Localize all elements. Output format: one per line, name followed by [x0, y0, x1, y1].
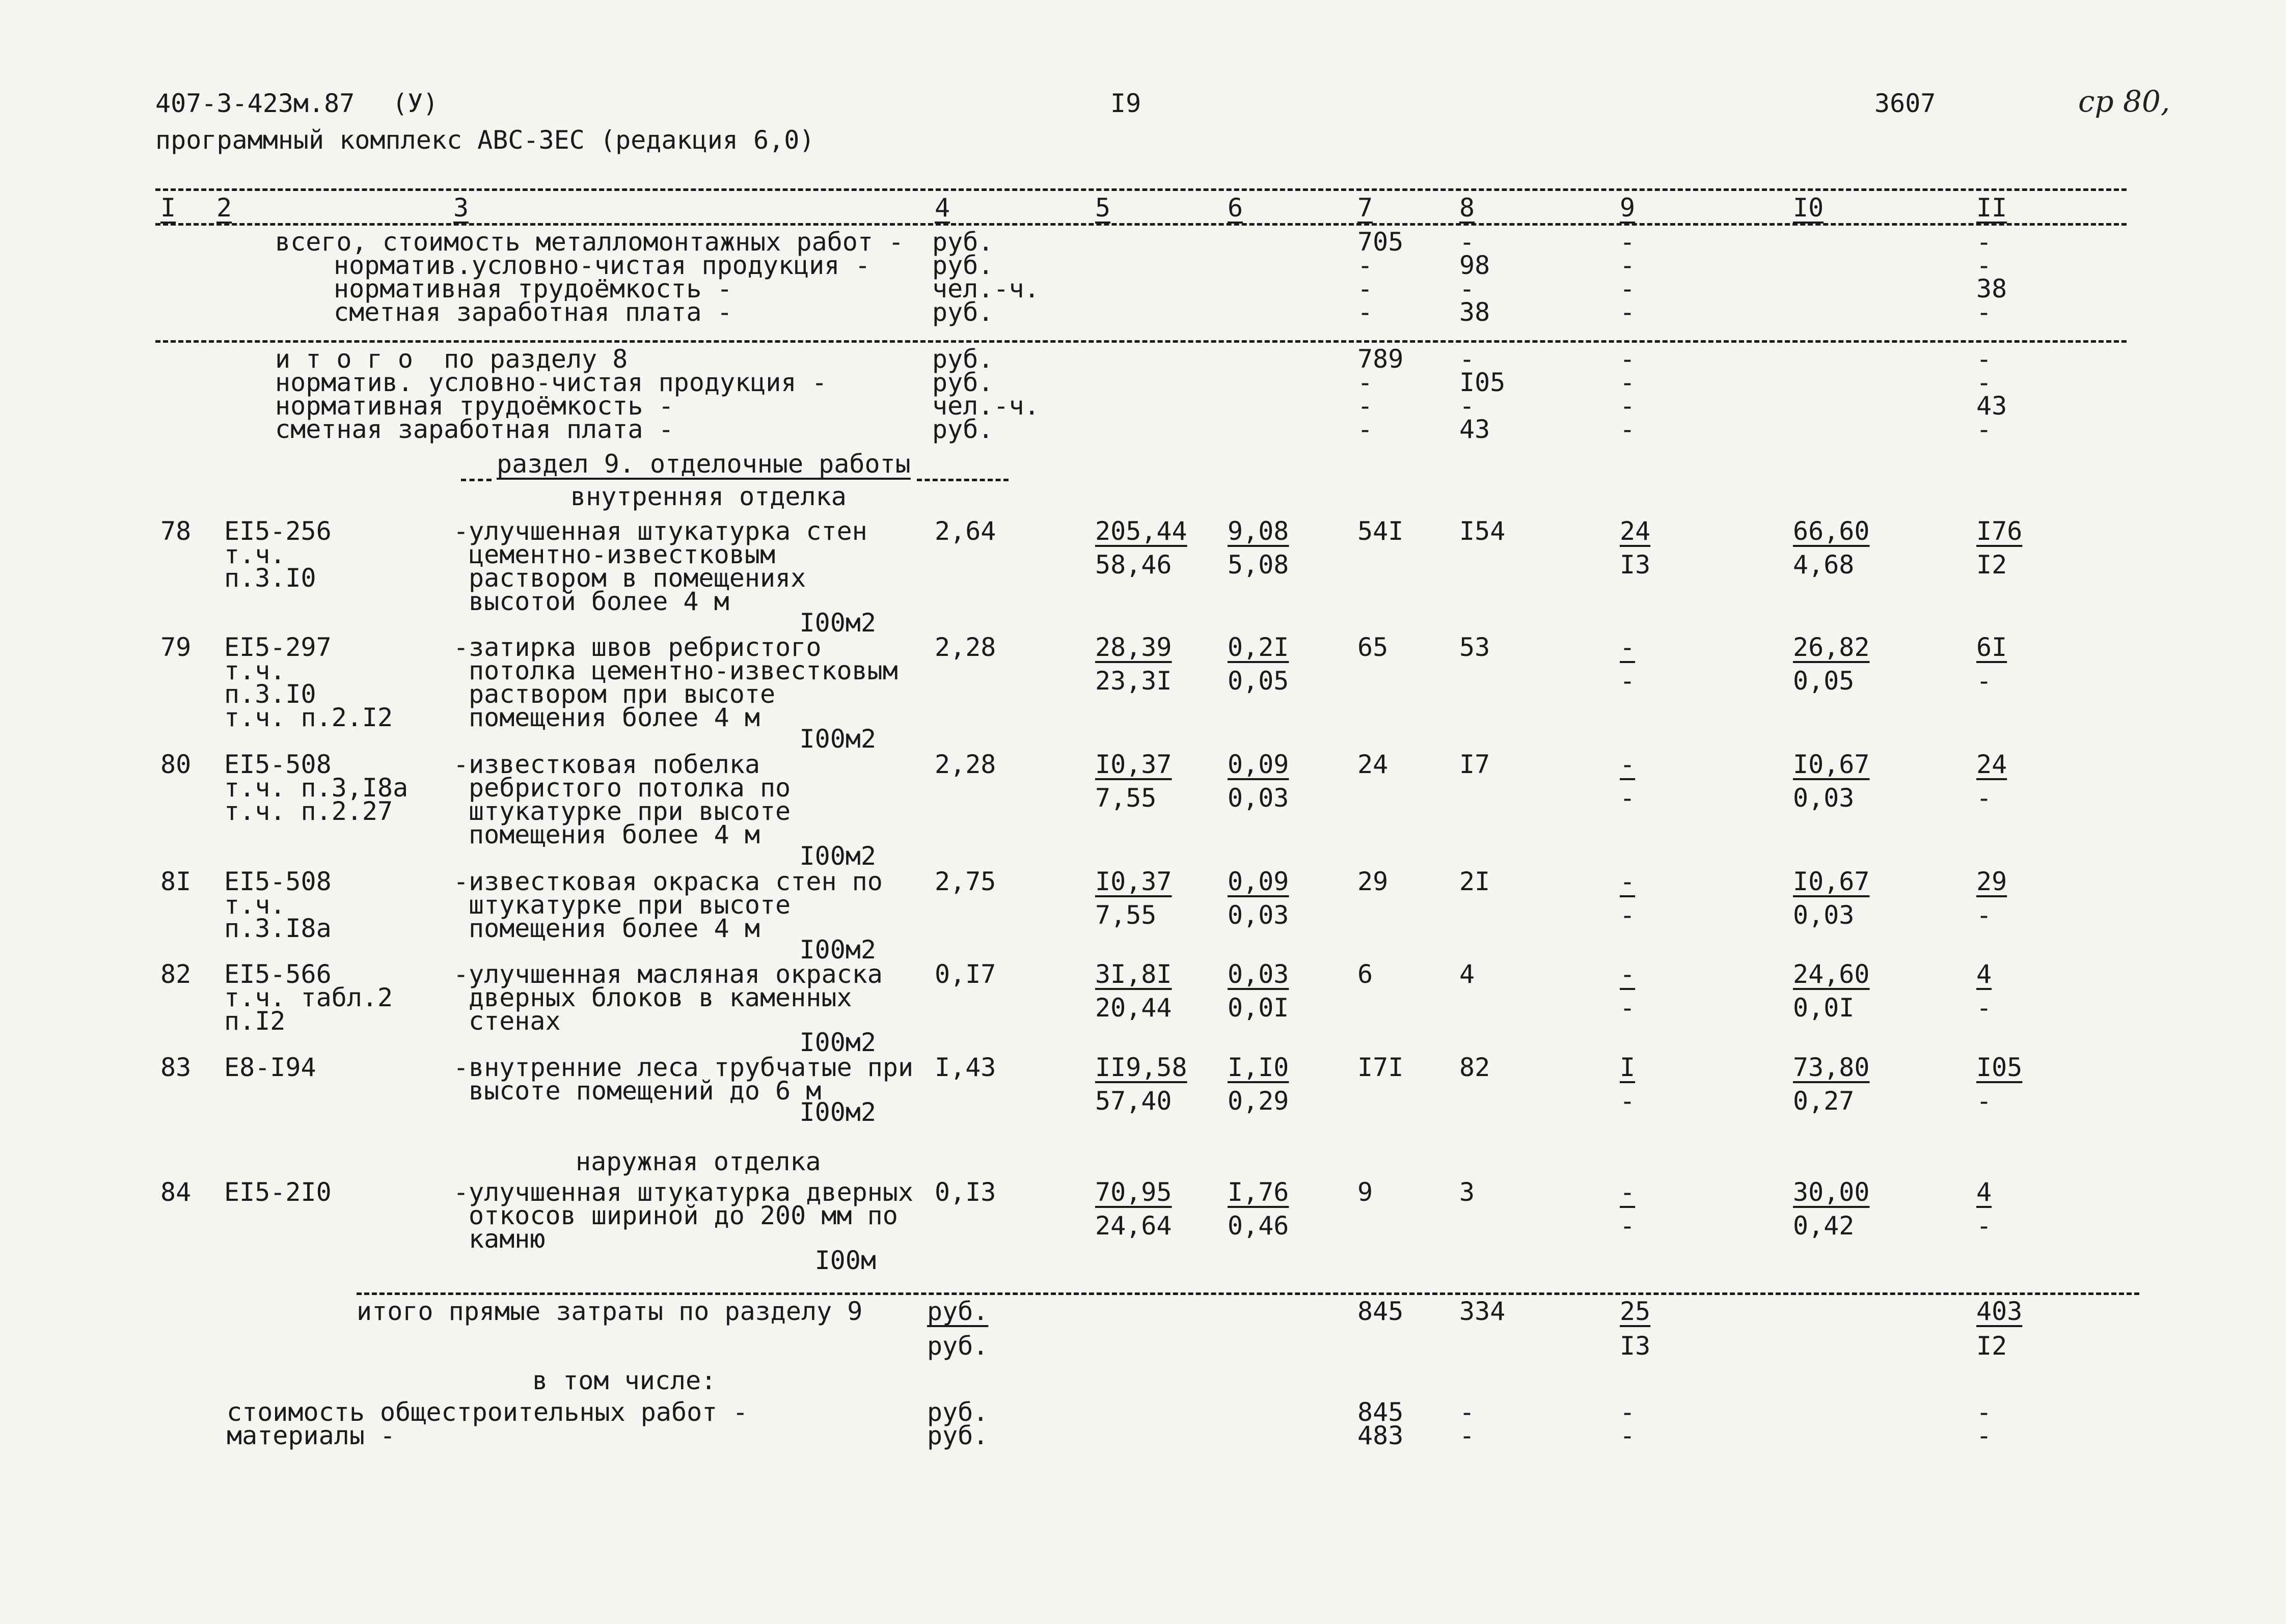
sec8-itogo-col8: - — [1459, 391, 1475, 421]
column-number: I0 — [1793, 193, 1824, 223]
variant-mark: (У) — [392, 89, 439, 118]
sec8-total-col8: 38 — [1459, 297, 1490, 327]
row-col9-top: - — [1620, 959, 1636, 989]
row-code: п.3.I8а — [224, 914, 332, 943]
row-description: высотой более 4 м — [469, 587, 729, 616]
row-machine-wage: 0,03 — [1228, 783, 1289, 813]
row-unit-cost: I0,37 — [1095, 867, 1172, 896]
section9-total-col9: I3 — [1620, 1331, 1651, 1361]
row-code: т.ч. табл.2 — [224, 983, 393, 1012]
sec8-total-col8: 98 — [1459, 251, 1490, 280]
row-col10-top: 24,60 — [1793, 959, 1870, 989]
row-unit: I00м2 — [799, 1028, 876, 1057]
row-machine-wage: 0,46 — [1228, 1211, 1289, 1241]
row-code: т.ч. — [224, 656, 286, 685]
row-code: EI5-256 — [224, 516, 332, 546]
header-rule-bottom — [155, 223, 2127, 226]
row-code: т.ч. п.2.I2 — [224, 703, 393, 732]
sec8-total-col11: - — [1976, 251, 1992, 280]
sec8-itogo-label: норматив. условно-чистая продукция - — [275, 368, 827, 397]
row-code: п.I2 — [224, 1006, 286, 1036]
sec8-total-unit: чел.-ч. — [932, 274, 1040, 304]
sec8-itogo-col11: 43 — [1976, 391, 2007, 421]
section9-total-col9: 25 — [1620, 1297, 1651, 1326]
column-number: 7 — [1357, 193, 1373, 223]
sec8-total-col7: - — [1357, 274, 1373, 304]
sec8-total-label: нормативная трудоёмкость - — [334, 274, 732, 304]
row-quantity: 2,75 — [935, 867, 996, 896]
row-col10-bottom: 0,42 — [1793, 1211, 1855, 1241]
row-unit-cost: II9,58 — [1095, 1053, 1187, 1082]
row-unit-wage: 20,44 — [1095, 993, 1172, 1023]
row-col9-bottom: - — [1620, 1211, 1636, 1241]
row-quantity: 0,I3 — [935, 1177, 996, 1207]
row-machine-cost: 0,09 — [1228, 867, 1289, 896]
row-description: потолка цементно-известковым — [469, 656, 898, 685]
row-description: -улучшенная масляная окраска — [453, 959, 883, 989]
sec8-total-col9: - — [1620, 274, 1636, 304]
column-number: 6 — [1228, 193, 1243, 223]
row-col9-bottom: - — [1620, 900, 1636, 930]
sec8-itogo-col7: - — [1357, 391, 1373, 421]
row-total-col8: 53 — [1459, 632, 1490, 662]
section8-total-rule — [155, 340, 2127, 343]
row-col10-bottom: 0,0I — [1793, 993, 1855, 1023]
row-number: 78 — [160, 516, 192, 546]
row-machine-cost: 0,2I — [1228, 632, 1289, 662]
sec8-itogo-col8: I05 — [1459, 368, 1506, 397]
sec8-total-col9: - — [1620, 297, 1636, 327]
row-col11-top: I05 — [1976, 1053, 2023, 1082]
row-col11-top: 4 — [1976, 959, 1992, 989]
row-col11-bottom: - — [1976, 1086, 1992, 1116]
row-col11-top: 29 — [1976, 867, 2007, 896]
row-unit: I00м2 — [799, 935, 876, 965]
row-col9-top: - — [1620, 1177, 1636, 1207]
row-col10-bottom: 0,03 — [1793, 900, 1855, 930]
row-code: E8-I94 — [224, 1053, 316, 1082]
section9-total-unit: руб. — [927, 1331, 989, 1361]
section9-total-col11: 403 — [1976, 1297, 2023, 1326]
sec8-itogo-col9: - — [1620, 415, 1636, 444]
document-number: 3607 — [1874, 89, 1936, 118]
row-description: раствором при высоте — [469, 679, 776, 709]
row-col10-top: 26,82 — [1793, 632, 1870, 662]
row-description: раствором в помещениях — [469, 563, 806, 593]
row-machine-wage: 0,05 — [1228, 666, 1289, 696]
sec8-itogo-col7: - — [1357, 415, 1373, 444]
section-title-lead — [461, 479, 492, 481]
including-col9: - — [1620, 1397, 1636, 1427]
row-quantity: I,43 — [935, 1053, 996, 1082]
column-number: 3 — [453, 193, 469, 223]
row-total-cost: 65 — [1357, 632, 1389, 662]
row-description: -затирка швов ребристого — [453, 632, 822, 662]
row-col10-bottom: 4,68 — [1793, 550, 1855, 580]
sec8-total-label: сметная заработная плата - — [334, 297, 732, 327]
row-code: п.3.I0 — [224, 679, 316, 709]
row-unit-cost: I0,37 — [1095, 750, 1172, 779]
including-col8: - — [1459, 1397, 1475, 1427]
section-title: раздел 9. отделочные работы — [497, 449, 911, 479]
row-col10-bottom: 0,27 — [1793, 1086, 1855, 1116]
sec8-total-col7: 705 — [1357, 227, 1404, 257]
row-unit: I00м2 — [799, 608, 876, 638]
row-total-cost: I7I — [1357, 1053, 1404, 1082]
row-description: дверных блоков в каменных — [469, 983, 852, 1012]
sec8-itogo-col7: 789 — [1357, 344, 1404, 374]
row-col10-bottom: 0,05 — [1793, 666, 1855, 696]
row-col10-top: 30,00 — [1793, 1177, 1870, 1207]
row-unit-wage: 7,55 — [1095, 783, 1157, 813]
including-col7: 845 — [1357, 1397, 1404, 1427]
section9-total-col11: I2 — [1976, 1331, 2007, 1361]
row-unit-wage: 23,3I — [1095, 666, 1172, 696]
row-col11-top: 6I — [1976, 632, 2007, 662]
row-description: -внутренние леса трубчатые при — [453, 1053, 914, 1082]
software-caption: программный комплекс АВС-ЗЕС (редакция 6,0) — [155, 125, 815, 155]
including-col11: - — [1976, 1421, 1992, 1450]
row-code: п.3.I0 — [224, 563, 316, 593]
row-description: откосов шириной до 200 мм по — [469, 1201, 898, 1230]
row-unit: I00м2 — [799, 1097, 876, 1127]
row-total-cost: 6 — [1357, 959, 1373, 989]
sec8-itogo-unit: чел.-ч. — [932, 391, 1040, 421]
row-code: т.ч. п.2.27 — [224, 796, 393, 826]
section9-total-col8: 334 — [1459, 1297, 1506, 1326]
row-description: помещения более 4 м — [469, 703, 760, 732]
row-total-col8: 3 — [1459, 1177, 1475, 1207]
row-description: штукатурке при высоте — [469, 796, 791, 826]
row-col9-top: I — [1620, 1053, 1636, 1082]
including-label: в том числе: — [532, 1366, 717, 1395]
sec8-total-col7: - — [1357, 251, 1373, 280]
row-unit-cost: 28,39 — [1095, 632, 1172, 662]
row-unit-cost: 3I,8I — [1095, 959, 1172, 989]
row-col11-top: 24 — [1976, 750, 2007, 779]
row-unit: I00м2 — [799, 841, 876, 871]
sec8-itogo-col7: - — [1357, 368, 1373, 397]
row-unit: I00м2 — [799, 724, 876, 754]
row-machine-cost: I,76 — [1228, 1177, 1289, 1207]
row-unit-wage: 7,55 — [1095, 900, 1157, 930]
subsection-inner-title: внутренняя отделка — [570, 482, 847, 511]
sec8-total-label: всего, стоимость металломонтажных работ - — [275, 227, 904, 257]
row-code: т.ч. п.3,I8а — [224, 773, 409, 803]
row-quantity: 2,28 — [935, 632, 996, 662]
sec8-total-col9: - — [1620, 251, 1636, 280]
row-description: -улучшенная штукатурка стен — [453, 516, 867, 546]
row-machine-cost: 0,09 — [1228, 750, 1289, 779]
sec8-total-label: норматив.условно-чистая продукция - — [334, 251, 870, 280]
row-unit-cost: 205,44 — [1095, 516, 1187, 546]
row-number: 84 — [160, 1177, 192, 1207]
row-code: т.ч. — [224, 540, 286, 569]
row-description: помещения более 4 м — [469, 914, 760, 943]
row-col11-bottom: - — [1976, 666, 1992, 696]
page-number: I9 — [1110, 89, 1141, 118]
row-total-cost: 24 — [1357, 750, 1389, 779]
row-col11-bottom: I2 — [1976, 550, 2007, 580]
row-unit: I00м — [814, 1246, 876, 1275]
document-code: 407-3-423м.87 — [155, 89, 355, 118]
row-col11-top: I76 — [1976, 516, 2023, 546]
row-code: EI5-2I0 — [224, 1177, 332, 1207]
row-code: EI5-508 — [224, 867, 332, 896]
subsection-outer-title: наружная отделка — [576, 1147, 821, 1176]
header-rule-top — [155, 188, 2127, 191]
row-description: цементно-известковым — [469, 540, 776, 569]
including-unit: руб. — [927, 1397, 989, 1427]
sec8-total-col11: - — [1976, 297, 1992, 327]
row-col9-top: - — [1620, 867, 1636, 896]
row-quantity: 2,28 — [935, 750, 996, 779]
sec8-itogo-col11: - — [1976, 368, 1992, 397]
row-machine-cost: 9,08 — [1228, 516, 1289, 546]
row-machine-cost: 0,03 — [1228, 959, 1289, 989]
row-total-cost: 29 — [1357, 867, 1389, 896]
sec8-total-col9: - — [1620, 227, 1636, 257]
row-quantity: 2,64 — [935, 516, 996, 546]
row-unit-wage: 58,46 — [1095, 550, 1172, 580]
row-number: 8I — [160, 867, 192, 896]
including-unit: руб. — [927, 1421, 989, 1450]
column-number: II — [1976, 193, 2007, 223]
sec8-total-unit: руб. — [932, 227, 994, 257]
sec8-total-col11: 38 — [1976, 274, 2007, 304]
row-code: EI5-508 — [224, 750, 332, 779]
row-col9-bottom: - — [1620, 666, 1636, 696]
handwritten-note: ср 80, — [2078, 84, 2170, 119]
row-col11-bottom: - — [1976, 900, 1992, 930]
column-number: I — [160, 193, 176, 223]
sec8-total-col11: - — [1976, 227, 1992, 257]
row-col9-bottom: - — [1620, 1086, 1636, 1116]
sec8-itogo-col8: - — [1459, 344, 1475, 374]
row-total-col8: I7 — [1459, 750, 1490, 779]
column-number: 9 — [1620, 193, 1636, 223]
row-number: 82 — [160, 959, 192, 989]
sec8-itogo-col9: - — [1620, 368, 1636, 397]
row-machine-wage: 0,03 — [1228, 900, 1289, 930]
row-description: высоте помещений до 6 м — [469, 1076, 822, 1106]
column-number: 8 — [1459, 193, 1475, 223]
including-col11: - — [1976, 1397, 1992, 1427]
row-total-col8: 4 — [1459, 959, 1475, 989]
row-unit-wage: 57,40 — [1095, 1086, 1172, 1116]
row-quantity: 0,I7 — [935, 959, 996, 989]
sec8-total-col8: - — [1459, 227, 1475, 257]
sec8-itogo-col11: - — [1976, 415, 1992, 444]
including-col7: 483 — [1357, 1421, 1404, 1450]
row-number: 79 — [160, 632, 192, 662]
row-description: камню — [469, 1224, 546, 1254]
row-total-cost: 9 — [1357, 1177, 1373, 1207]
sec8-itogo-label: нормативная трудоёмкость - — [275, 391, 674, 421]
row-col9-top: - — [1620, 632, 1636, 662]
row-number: 80 — [160, 750, 192, 779]
row-col11-top: 4 — [1976, 1177, 1992, 1207]
row-code: EI5-297 — [224, 632, 332, 662]
section9-total-rule — [357, 1292, 2139, 1295]
sec8-total-unit: руб. — [932, 251, 994, 280]
sec8-itogo-label: и т о г о по разделу 8 — [275, 344, 628, 374]
row-col11-bottom: - — [1976, 783, 1992, 813]
sec8-itogo-col11: - — [1976, 344, 1992, 374]
section-title-trail — [917, 479, 1009, 481]
row-machine-wage: 0,0I — [1228, 993, 1289, 1023]
row-total-cost: 54I — [1357, 516, 1404, 546]
row-col9-bottom: - — [1620, 993, 1636, 1023]
section9-total-col7: 845 — [1357, 1297, 1404, 1326]
sec8-itogo-col8: 43 — [1459, 415, 1490, 444]
row-col10-top: I0,67 — [1793, 867, 1870, 896]
including-col9: - — [1620, 1421, 1636, 1450]
row-total-col8: 2I — [1459, 867, 1490, 896]
column-number: 5 — [1095, 193, 1111, 223]
section9-total-unit: руб. — [927, 1297, 989, 1326]
section9-total-label: итого прямые затраты по разделу 9 — [357, 1297, 863, 1326]
sec8-total-unit: руб. — [932, 297, 994, 327]
sec8-itogo-label: сметная заработная плата - — [275, 415, 674, 444]
row-col9-top: - — [1620, 750, 1636, 779]
row-number: 83 — [160, 1053, 192, 1082]
row-col10-top: 73,80 — [1793, 1053, 1870, 1082]
sec8-itogo-col9: - — [1620, 391, 1636, 421]
row-description: -улучшенная штукатурка дверных — [453, 1177, 914, 1207]
sec8-itogo-unit: руб. — [932, 415, 994, 444]
including-line: материалы - — [227, 1421, 396, 1450]
row-col9-top: 24 — [1620, 516, 1651, 546]
row-description: -известковая окраска стен по — [453, 867, 883, 896]
row-col9-bottom: I3 — [1620, 550, 1651, 580]
row-col11-bottom: - — [1976, 993, 1992, 1023]
including-col8: - — [1459, 1421, 1475, 1450]
row-col10-bottom: 0,03 — [1793, 783, 1855, 813]
row-description: штукатурке при высоте — [469, 890, 791, 920]
row-description: помещения более 4 м — [469, 820, 760, 849]
sec8-itogo-col9: - — [1620, 344, 1636, 374]
row-description: -известковая побелка — [453, 750, 760, 779]
sec8-itogo-unit: руб. — [932, 368, 994, 397]
row-unit-wage: 24,64 — [1095, 1211, 1172, 1241]
row-total-col8: I54 — [1459, 516, 1506, 546]
row-description: стенах — [469, 1006, 561, 1036]
row-unit-cost: 70,95 — [1095, 1177, 1172, 1207]
row-machine-wage: 5,08 — [1228, 550, 1289, 580]
row-code: EI5-566 — [224, 959, 332, 989]
row-col10-top: I0,67 — [1793, 750, 1870, 779]
row-machine-wage: 0,29 — [1228, 1086, 1289, 1116]
row-col10-top: 66,60 — [1793, 516, 1870, 546]
column-number: 2 — [216, 193, 232, 223]
row-col9-bottom: - — [1620, 783, 1636, 813]
including-line: стоимость общестроительных работ - — [227, 1397, 748, 1427]
row-total-col8: 82 — [1459, 1053, 1490, 1082]
column-number: 4 — [935, 193, 950, 223]
row-description: ребристого потолка по — [469, 773, 791, 803]
row-col11-bottom: - — [1976, 1211, 1992, 1241]
row-machine-cost: I,I0 — [1228, 1053, 1289, 1082]
sec8-total-col8: - — [1459, 274, 1475, 304]
sec8-itogo-unit: руб. — [932, 344, 994, 374]
sec8-total-col7: - — [1357, 297, 1373, 327]
row-code: т.ч. — [224, 890, 286, 920]
